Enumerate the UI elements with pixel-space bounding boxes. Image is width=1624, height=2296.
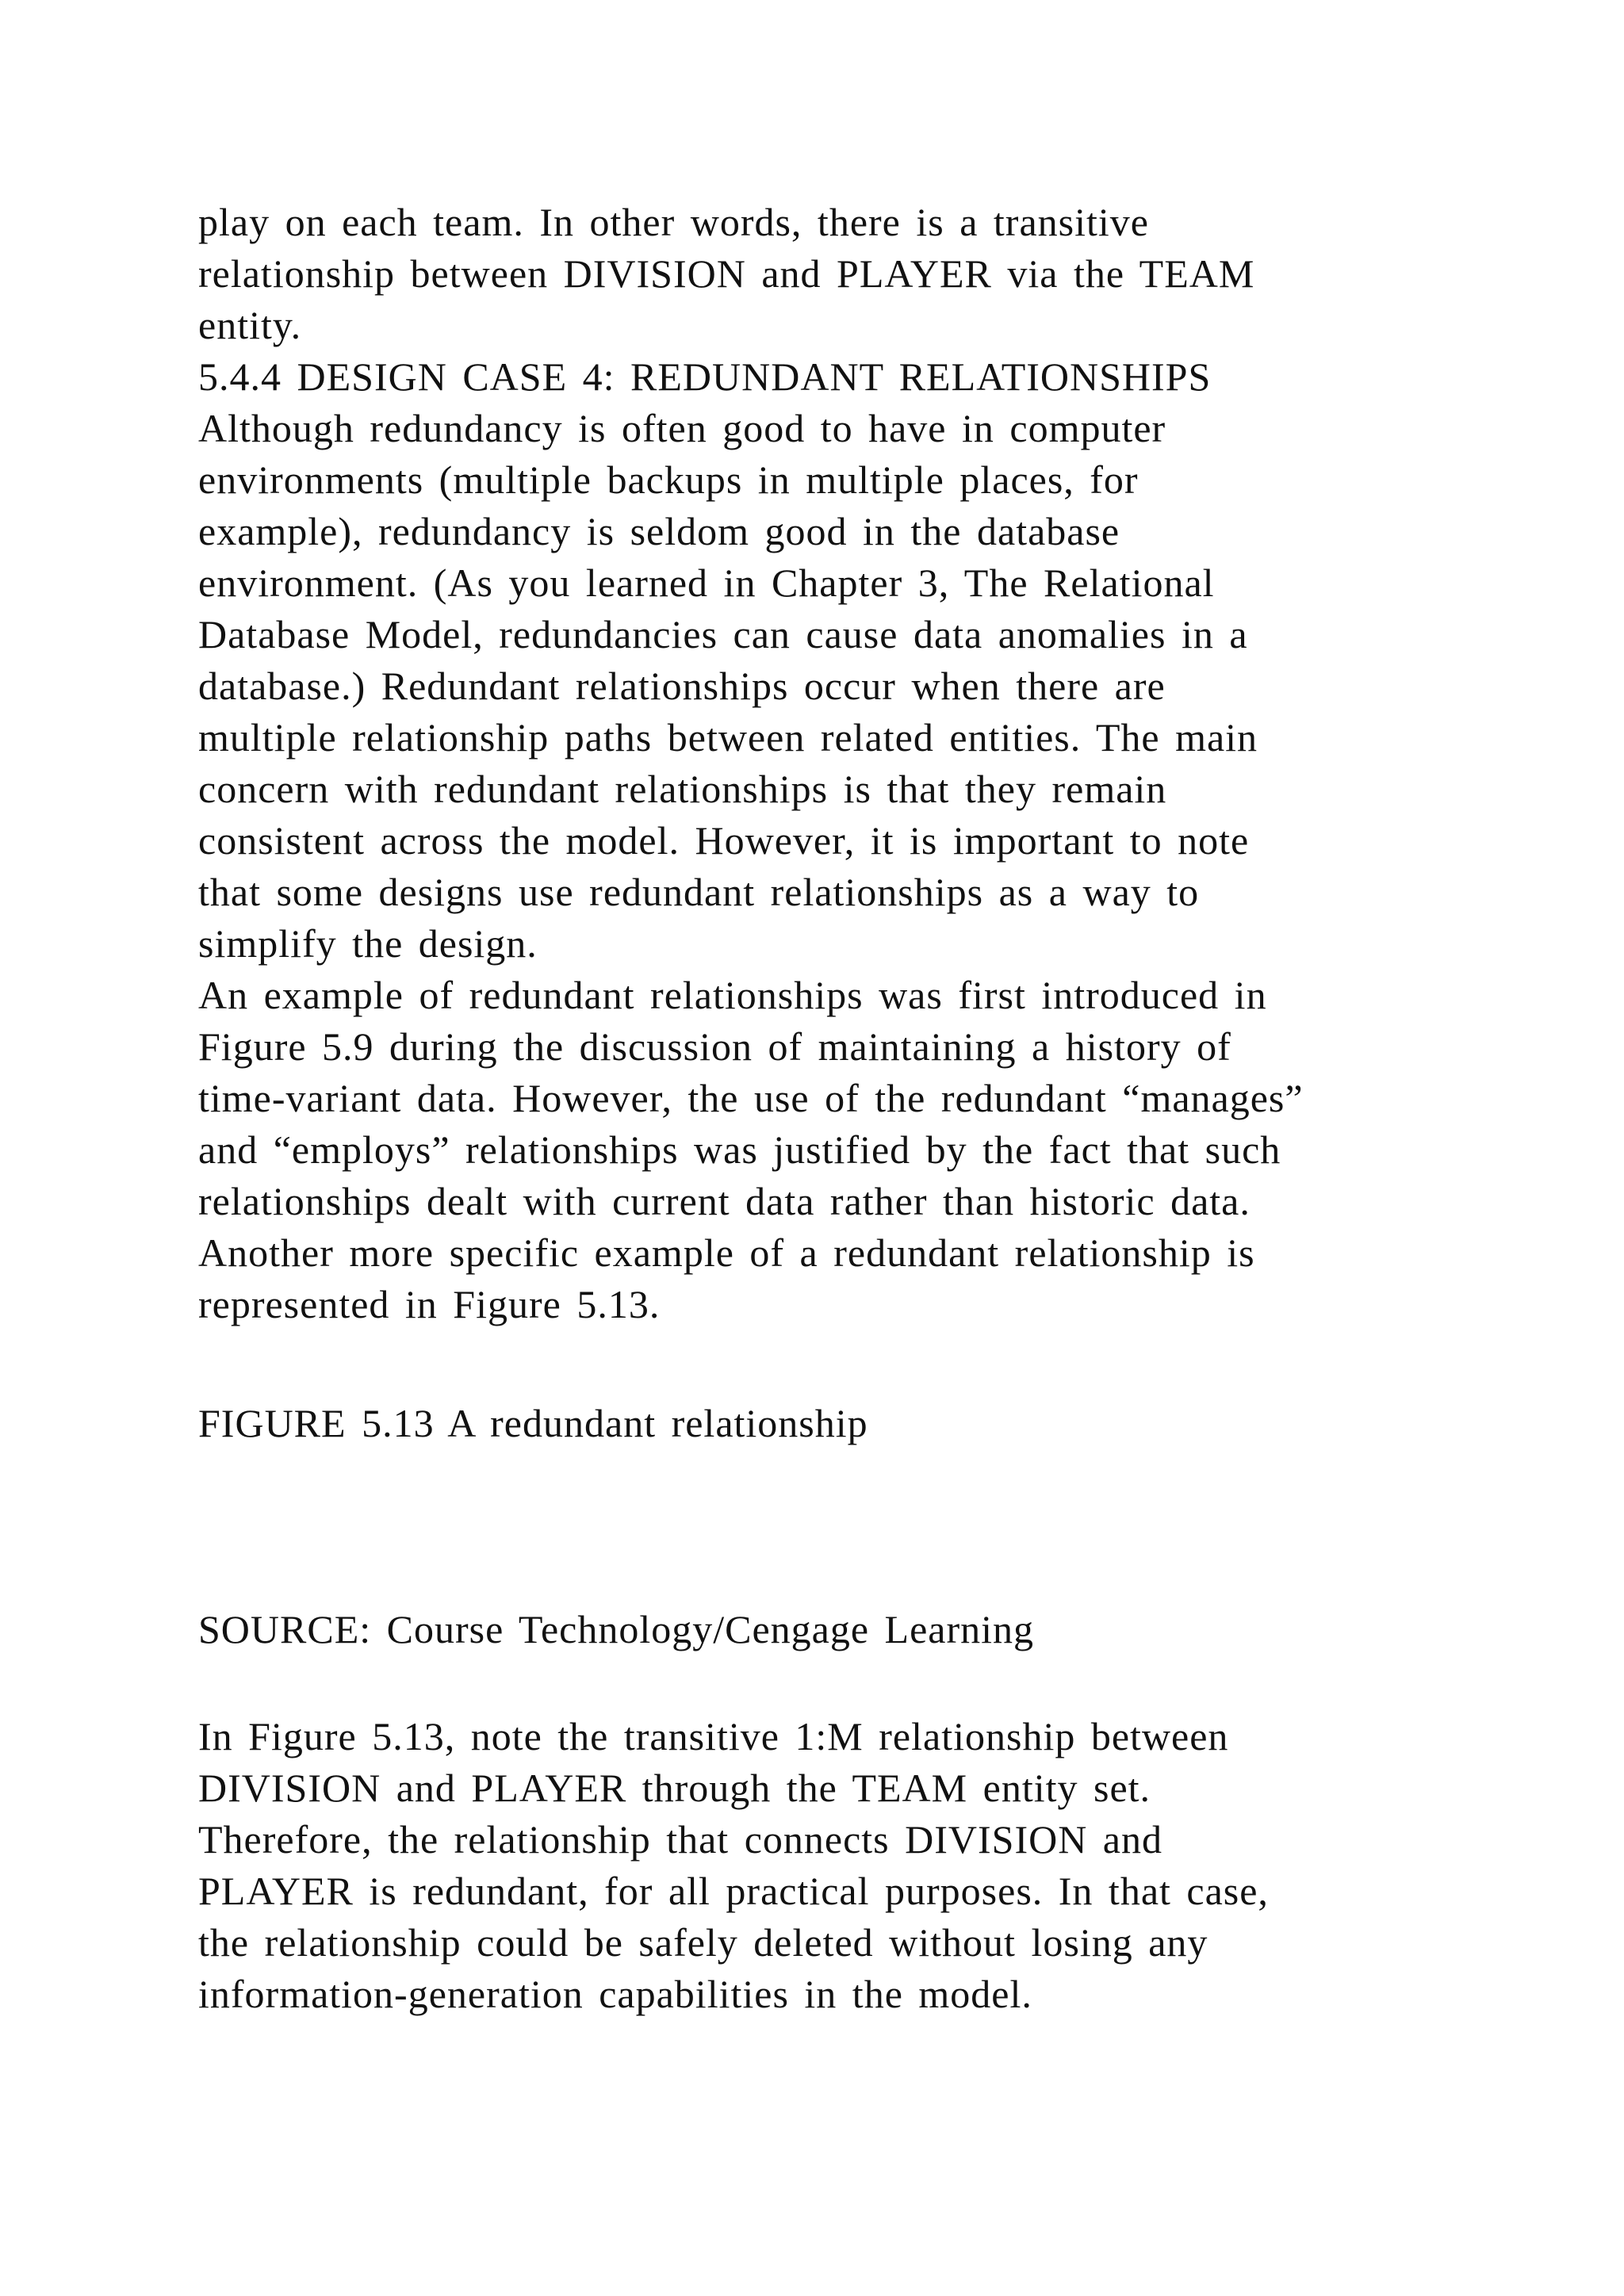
text-line: relationship between DIVISION and PLAYER via the TEAM xyxy=(198,251,1255,296)
text-line: play on each team. In other words, there is a transitive xyxy=(198,200,1149,244)
text-line: entity. xyxy=(198,303,302,347)
text-line: and “employs” relationships was justified by the fact that such xyxy=(198,1127,1281,1172)
text-line: environment. (As you learned in Chapter 3, The Relational xyxy=(198,561,1215,605)
text-line: Figure 5.9 during the discussion of maintaining a history of xyxy=(198,1024,1231,1069)
text-line: An example of redundant relationships was first introduced in xyxy=(198,973,1267,1017)
section-heading: 5.4.4 DESIGN CASE 4: REDUNDANT RELATIONSHIPS xyxy=(198,354,1212,399)
text-line: information-generation capabilities in the model. xyxy=(198,1972,1032,2016)
figure-source: SOURCE: Course Technology/Cengage Learning xyxy=(198,1607,1035,1651)
text-line: Another more specific example of a redundant relationship is xyxy=(198,1230,1255,1275)
text-line: Although redundancy is often good to have in computer xyxy=(198,406,1166,450)
text-line: the relationship could be safely deleted without losing any xyxy=(198,1920,1208,1965)
text-line: relationships dealt with current data rather than historic data. xyxy=(198,1179,1251,1223)
text-line: simplify the design. xyxy=(198,921,538,966)
text-line: consistent across the model. However, it is important to note xyxy=(198,818,1250,863)
text-line: Database Model, redundancies can cause data anomalies in a xyxy=(198,612,1248,656)
text-line: multiple relationship paths between related entities. The main xyxy=(198,715,1258,760)
text-line: example), redundancy is seldom good in the database xyxy=(198,509,1120,553)
text-line: that some designs use redundant relationships as a way to xyxy=(198,870,1200,914)
text-line: time-variant data. However, the use of the redundant “manages” xyxy=(198,1076,1304,1120)
text-line: In Figure 5.13, note the transitive 1:M relationship between xyxy=(198,1714,1229,1758)
text-line: represented in Figure 5.13. xyxy=(198,1282,661,1326)
text-line: concern with redundant relationships is that they remain xyxy=(198,767,1167,811)
text-line: PLAYER is redundant, for all practical purposes. In that case, xyxy=(198,1869,1269,1913)
figure-caption: FIGURE 5.13 A redundant relationship xyxy=(198,1401,868,1445)
text-line: database.) Redundant relationships occur when there are xyxy=(198,664,1166,708)
text-line: environments (multiple backups in multiple places, for xyxy=(198,457,1139,502)
text-line: Therefore, the relationship that connects DIVISION and xyxy=(198,1817,1163,1862)
text-line: DIVISION and PLAYER through the TEAM entity set. xyxy=(198,1766,1151,1810)
